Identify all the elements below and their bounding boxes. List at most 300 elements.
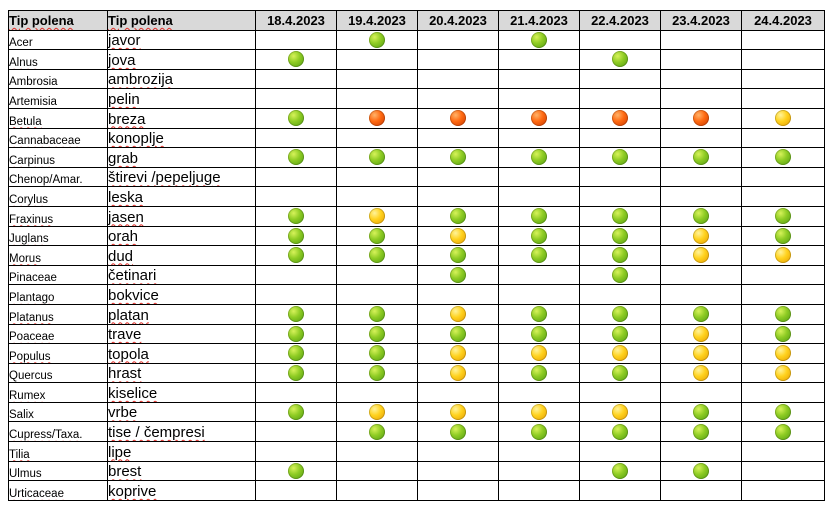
pollen-level-cell [661, 30, 742, 50]
local-name: ambrozija [108, 71, 174, 89]
pollen-level-cell [661, 128, 742, 148]
pollen-level-cell [661, 50, 742, 70]
local-name: kiselice [108, 384, 158, 402]
pollen-level-cell [742, 50, 825, 70]
pollen-level-cell [742, 304, 825, 324]
pollen-level-yellow-icon [693, 365, 709, 381]
pollen-level-cell [580, 108, 661, 128]
local-name-cell [108, 30, 256, 50]
table-row [9, 206, 825, 226]
latin-name: Fraxinus [9, 213, 54, 226]
table-row [9, 363, 825, 383]
pollen-level-yellow-icon [693, 228, 709, 244]
pollen-level-cell [256, 128, 337, 148]
latin-name: Populus [9, 350, 51, 363]
pollen-level-green-icon [775, 228, 791, 244]
pollen-level-cell [580, 30, 661, 50]
pollen-level-green-icon [450, 247, 466, 263]
pollen-level-yellow-icon [775, 110, 791, 126]
pollen-level-green-icon [288, 51, 304, 67]
pollen-level-cell [661, 422, 742, 442]
pollen-level-cell [256, 422, 337, 442]
local-name-cell [108, 206, 256, 226]
pollen-level-cell [418, 30, 499, 50]
latin-name-cell [9, 481, 108, 501]
pollen-level-green-icon [612, 51, 628, 67]
local-name: koprive [108, 482, 157, 500]
pollen-level-cell [661, 383, 742, 403]
local-name: topola [108, 345, 149, 363]
pollen-level-yellow-icon [775, 345, 791, 361]
pollen-level-cell [661, 265, 742, 285]
local-name-cell [108, 148, 256, 168]
pollen-level-cell [418, 108, 499, 128]
pollen-level-yellow-icon [693, 247, 709, 263]
header-date: 22.4.2023 [580, 11, 661, 31]
pollen-level-cell [256, 461, 337, 481]
pollen-level-yellow-icon [450, 228, 466, 244]
local-name-cell [108, 285, 256, 305]
latin-name-cell [9, 246, 108, 266]
local-name: jova [108, 51, 136, 69]
pollen-level-cell [499, 461, 580, 481]
pollen-level-cell [418, 226, 499, 246]
pollen-level-cell [661, 69, 742, 89]
pollen-level-cell [499, 402, 580, 422]
local-name: bokvice [108, 286, 159, 304]
pollen-level-green-icon [531, 365, 547, 381]
table-row [9, 344, 825, 364]
local-name: brest [108, 463, 142, 481]
pollen-level-cell [742, 148, 825, 168]
latin-name: Cupress/Taxa. [9, 429, 83, 442]
pollen-level-cell [742, 246, 825, 266]
pollen-level-cell [661, 108, 742, 128]
pollen-level-green-icon [369, 306, 385, 322]
header-date: 24.4.2023 [742, 11, 825, 31]
pollen-level-cell [742, 344, 825, 364]
latin-name-cell [9, 324, 108, 344]
table-row [9, 422, 825, 442]
pollen-level-cell [256, 89, 337, 109]
pollen-level-cell [256, 344, 337, 364]
pollen-level-cell [256, 442, 337, 462]
local-name-cell [108, 246, 256, 266]
latin-name-cell [9, 422, 108, 442]
pollen-level-cell [256, 481, 337, 501]
pollen-level-cell [499, 383, 580, 403]
pollen-level-cell [256, 69, 337, 89]
pollen-level-cell [256, 285, 337, 305]
pollen-level-cell [742, 285, 825, 305]
pollen-level-cell [418, 265, 499, 285]
pollen-level-cell [499, 128, 580, 148]
pollen-level-cell [580, 148, 661, 168]
local-name: vrbe [108, 404, 138, 422]
pollen-level-cell [499, 304, 580, 324]
pollen-level-cell [418, 324, 499, 344]
local-name-cell [108, 363, 256, 383]
pollen-level-cell [418, 148, 499, 168]
pollen-level-green-icon [288, 208, 304, 224]
pollen-level-cell [661, 324, 742, 344]
pollen-level-cell [580, 167, 661, 187]
pollen-level-cell [742, 383, 825, 403]
pollen-level-green-icon [775, 306, 791, 322]
pollen-level-cell [337, 148, 418, 168]
pollen-level-cell [418, 363, 499, 383]
pollen-level-cell [256, 246, 337, 266]
local-name-cell [108, 187, 256, 207]
pollen-level-cell [418, 304, 499, 324]
pollen-level-orange-icon [369, 110, 385, 126]
pollen-level-green-icon [693, 306, 709, 322]
pollen-level-green-icon [612, 306, 628, 322]
pollen-level-cell [580, 187, 661, 207]
pollen-level-cell [337, 442, 418, 462]
latin-name: Betula [9, 115, 42, 128]
pollen-level-cell [418, 187, 499, 207]
latin-name: Corylus [9, 193, 48, 206]
pollen-level-cell [418, 442, 499, 462]
pollen-level-cell [337, 206, 418, 226]
table-row [9, 128, 825, 148]
pollen-level-cell [661, 226, 742, 246]
pollen-level-cell [256, 304, 337, 324]
local-name-cell [108, 344, 256, 364]
pollen-level-cell [337, 422, 418, 442]
pollen-level-cell [499, 363, 580, 383]
pollen-level-cell [337, 108, 418, 128]
pollen-level-cell [742, 187, 825, 207]
table-row [9, 265, 825, 285]
pollen-level-cell [499, 481, 580, 501]
pollen-level-cell [499, 89, 580, 109]
pollen-level-cell [499, 167, 580, 187]
pollen-level-cell [256, 167, 337, 187]
latin-name-cell [9, 304, 108, 324]
pollen-level-yellow-icon [612, 404, 628, 420]
pollen-level-cell [256, 383, 337, 403]
pollen-level-green-icon [450, 424, 466, 440]
local-name-cell [108, 69, 256, 89]
pollen-level-cell [499, 50, 580, 70]
pollen-level-cell [580, 89, 661, 109]
local-name-cell [108, 402, 256, 422]
pollen-level-cell [742, 422, 825, 442]
pollen-level-orange-icon [450, 110, 466, 126]
pollen-level-yellow-icon [531, 404, 547, 420]
latin-name-cell [9, 187, 108, 207]
pollen-level-cell [337, 69, 418, 89]
pollen-level-yellow-icon [450, 365, 466, 381]
pollen-level-cell [661, 89, 742, 109]
pollen-level-cell [580, 265, 661, 285]
pollen-level-cell [256, 363, 337, 383]
pollen-level-orange-icon [693, 110, 709, 126]
pollen-level-green-icon [612, 463, 628, 479]
pollen-level-cell [661, 344, 742, 364]
pollen-level-cell [418, 246, 499, 266]
latin-name-cell [9, 363, 108, 383]
table-row [9, 69, 825, 89]
pollen-level-cell [337, 304, 418, 324]
pollen-level-cell [661, 285, 742, 305]
pollen-level-green-icon [775, 326, 791, 342]
latin-name-cell [9, 344, 108, 364]
pollen-level-yellow-icon [531, 345, 547, 361]
pollen-level-cell [256, 206, 337, 226]
pollen-level-cell [256, 50, 337, 70]
pollen-level-cell [580, 324, 661, 344]
pollen-level-cell [256, 108, 337, 128]
pollen-level-green-icon [369, 247, 385, 263]
pollen-level-green-icon [288, 306, 304, 322]
pollen-level-cell [499, 206, 580, 226]
pollen-level-green-icon [288, 404, 304, 420]
pollen-level-green-icon [775, 149, 791, 165]
pollen-level-cell [580, 442, 661, 462]
pollen-level-cell [499, 187, 580, 207]
pollen-level-yellow-icon [693, 345, 709, 361]
local-name: pelin [108, 90, 140, 108]
latin-name: Rumex [9, 389, 46, 402]
local-name: četinari [108, 267, 157, 285]
table-row [9, 481, 825, 501]
pollen-level-cell [256, 402, 337, 422]
pollen-level-green-icon [450, 149, 466, 165]
latin-name: Urticaceae [9, 487, 64, 500]
pollen-level-green-icon [612, 247, 628, 263]
pollen-level-orange-icon [531, 110, 547, 126]
pollen-level-green-icon [612, 424, 628, 440]
pollen-level-green-icon [531, 424, 547, 440]
pollen-level-orange-icon [612, 110, 628, 126]
local-name: platan [108, 306, 149, 324]
pollen-level-cell [661, 148, 742, 168]
latin-name-cell [9, 50, 108, 70]
pollen-level-cell [580, 383, 661, 403]
table-row [9, 324, 825, 344]
pollen-level-yellow-icon [450, 345, 466, 361]
pollen-level-green-icon [612, 267, 628, 283]
pollen-level-cell [742, 108, 825, 128]
pollen-level-cell [418, 285, 499, 305]
pollen-level-cell [499, 285, 580, 305]
pollen-level-green-icon [775, 208, 791, 224]
latin-name: Acer [9, 37, 33, 50]
pollen-level-cell [337, 187, 418, 207]
pollen-level-green-icon [775, 424, 791, 440]
pollen-level-cell [499, 226, 580, 246]
pollen-level-green-icon [288, 149, 304, 165]
pollen-level-green-icon [531, 247, 547, 263]
pollen-level-green-icon [612, 208, 628, 224]
pollen-level-cell [499, 442, 580, 462]
pollen-level-cell [418, 422, 499, 442]
pollen-level-yellow-icon [775, 365, 791, 381]
pollen-level-green-icon [288, 110, 304, 126]
local-name-cell [108, 324, 256, 344]
table-row [9, 285, 825, 305]
pollen-level-cell [337, 30, 418, 50]
pollen-level-yellow-icon [450, 306, 466, 322]
pollen-level-green-icon [693, 424, 709, 440]
latin-name-cell [9, 167, 108, 187]
latin-name: Tilia [9, 448, 30, 461]
pollen-level-cell [742, 206, 825, 226]
latin-name: Quercus [9, 370, 53, 383]
pollen-level-cell [499, 69, 580, 89]
local-name: jasen [108, 208, 144, 226]
pollen-level-cell [742, 402, 825, 422]
pollen-level-cell [499, 108, 580, 128]
local-name: štirevi /pepeljuge [108, 169, 221, 187]
latin-name-cell [9, 461, 108, 481]
pollen-level-green-icon [288, 326, 304, 342]
pollen-level-green-icon [531, 32, 547, 48]
pollen-level-cell [742, 461, 825, 481]
pollen-level-green-icon [369, 149, 385, 165]
pollen-level-green-icon [693, 149, 709, 165]
pollen-level-cell [661, 402, 742, 422]
pollen-level-green-icon [288, 247, 304, 263]
pollen-level-cell [742, 363, 825, 383]
latin-name-cell [9, 402, 108, 422]
pollen-level-cell [742, 226, 825, 246]
local-name-cell [108, 304, 256, 324]
latin-name: Plantago [9, 291, 55, 304]
latin-name: Ambrosia [9, 76, 58, 89]
table-row [9, 30, 825, 50]
table-row [9, 246, 825, 266]
header-row [9, 11, 825, 31]
table-row [9, 89, 825, 109]
pollen-level-green-icon [693, 208, 709, 224]
table-row [9, 108, 825, 128]
pollen-level-cell [661, 304, 742, 324]
pollen-level-cell [661, 461, 742, 481]
pollen-level-cell [256, 265, 337, 285]
pollen-level-cell [580, 50, 661, 70]
pollen-level-cell [742, 30, 825, 50]
local-name-cell [108, 108, 256, 128]
pollen-level-cell [661, 246, 742, 266]
table-row [9, 442, 825, 462]
pollen-level-cell [256, 30, 337, 50]
pollen-level-cell [256, 148, 337, 168]
pollen-level-cell [337, 226, 418, 246]
pollen-level-cell [337, 167, 418, 187]
latin-name-cell [9, 206, 108, 226]
pollen-table-body [9, 30, 825, 500]
latin-name: Salix [9, 409, 34, 422]
header-date: 23.4.2023 [661, 11, 742, 31]
header-date: 18.4.2023 [256, 11, 337, 31]
pollen-level-green-icon [693, 404, 709, 420]
pollen-level-cell [580, 128, 661, 148]
pollen-level-cell [580, 344, 661, 364]
header-date: 21.4.2023 [499, 11, 580, 31]
local-name: hrast [108, 365, 142, 383]
pollen-level-cell [580, 461, 661, 481]
local-name: orah [108, 228, 139, 246]
pollen-level-green-icon [612, 149, 628, 165]
pollen-level-cell [337, 481, 418, 501]
header-local: Tip polena [108, 11, 256, 31]
pollen-level-cell [499, 324, 580, 344]
pollen-level-green-icon [450, 208, 466, 224]
pollen-level-green-icon [531, 208, 547, 224]
pollen-level-green-icon [369, 345, 385, 361]
pollen-level-cell [418, 481, 499, 501]
pollen-level-cell [742, 128, 825, 148]
local-name-cell [108, 128, 256, 148]
pollen-level-green-icon [288, 463, 304, 479]
pollen-level-cell [580, 422, 661, 442]
pollen-level-green-icon [288, 345, 304, 361]
pollen-level-green-icon [369, 424, 385, 440]
header-date: 19.4.2023 [337, 11, 418, 31]
latin-name: Cannabaceae [9, 135, 81, 148]
pollen-level-yellow-icon [450, 404, 466, 420]
pollen-level-cell [418, 89, 499, 109]
pollen-level-cell [580, 206, 661, 226]
pollen-level-cell [337, 344, 418, 364]
pollen-level-cell [661, 363, 742, 383]
pollen-level-cell [337, 128, 418, 148]
pollen-level-cell [337, 265, 418, 285]
pollen-level-green-icon [531, 326, 547, 342]
pollen-level-cell [499, 265, 580, 285]
local-name-cell [108, 265, 256, 285]
local-name: leska [108, 188, 144, 206]
pollen-level-green-icon [775, 404, 791, 420]
pollen-level-cell [337, 89, 418, 109]
local-name: dud [108, 247, 134, 265]
local-name: javor [108, 32, 141, 50]
pollen-level-yellow-icon [693, 326, 709, 342]
latin-name-cell [9, 383, 108, 403]
pollen-level-cell [337, 402, 418, 422]
pollen-level-yellow-icon [775, 247, 791, 263]
pollen-level-cell [418, 344, 499, 364]
pollen-level-cell [661, 481, 742, 501]
pollen-level-cell [256, 324, 337, 344]
pollen-level-green-icon [612, 326, 628, 342]
pollen-level-cell [499, 148, 580, 168]
pollen-table [8, 10, 825, 501]
latin-name: Platanus [9, 311, 54, 324]
pollen-level-green-icon [450, 267, 466, 283]
pollen-level-green-icon [612, 365, 628, 381]
pollen-level-green-icon [369, 228, 385, 244]
pollen-level-cell [742, 324, 825, 344]
pollen-level-cell [580, 304, 661, 324]
latin-name: Juglans [9, 233, 49, 246]
pollen-level-cell [661, 167, 742, 187]
pollen-level-green-icon [450, 326, 466, 342]
latin-name-cell [9, 285, 108, 305]
table-row [9, 304, 825, 324]
latin-name-cell [9, 265, 108, 285]
pollen-level-cell [742, 69, 825, 89]
latin-name-cell [9, 226, 108, 246]
pollen-level-cell [418, 461, 499, 481]
local-name-cell [108, 167, 256, 187]
latin-name: Poaceae [9, 331, 55, 344]
latin-name-cell [9, 69, 108, 89]
